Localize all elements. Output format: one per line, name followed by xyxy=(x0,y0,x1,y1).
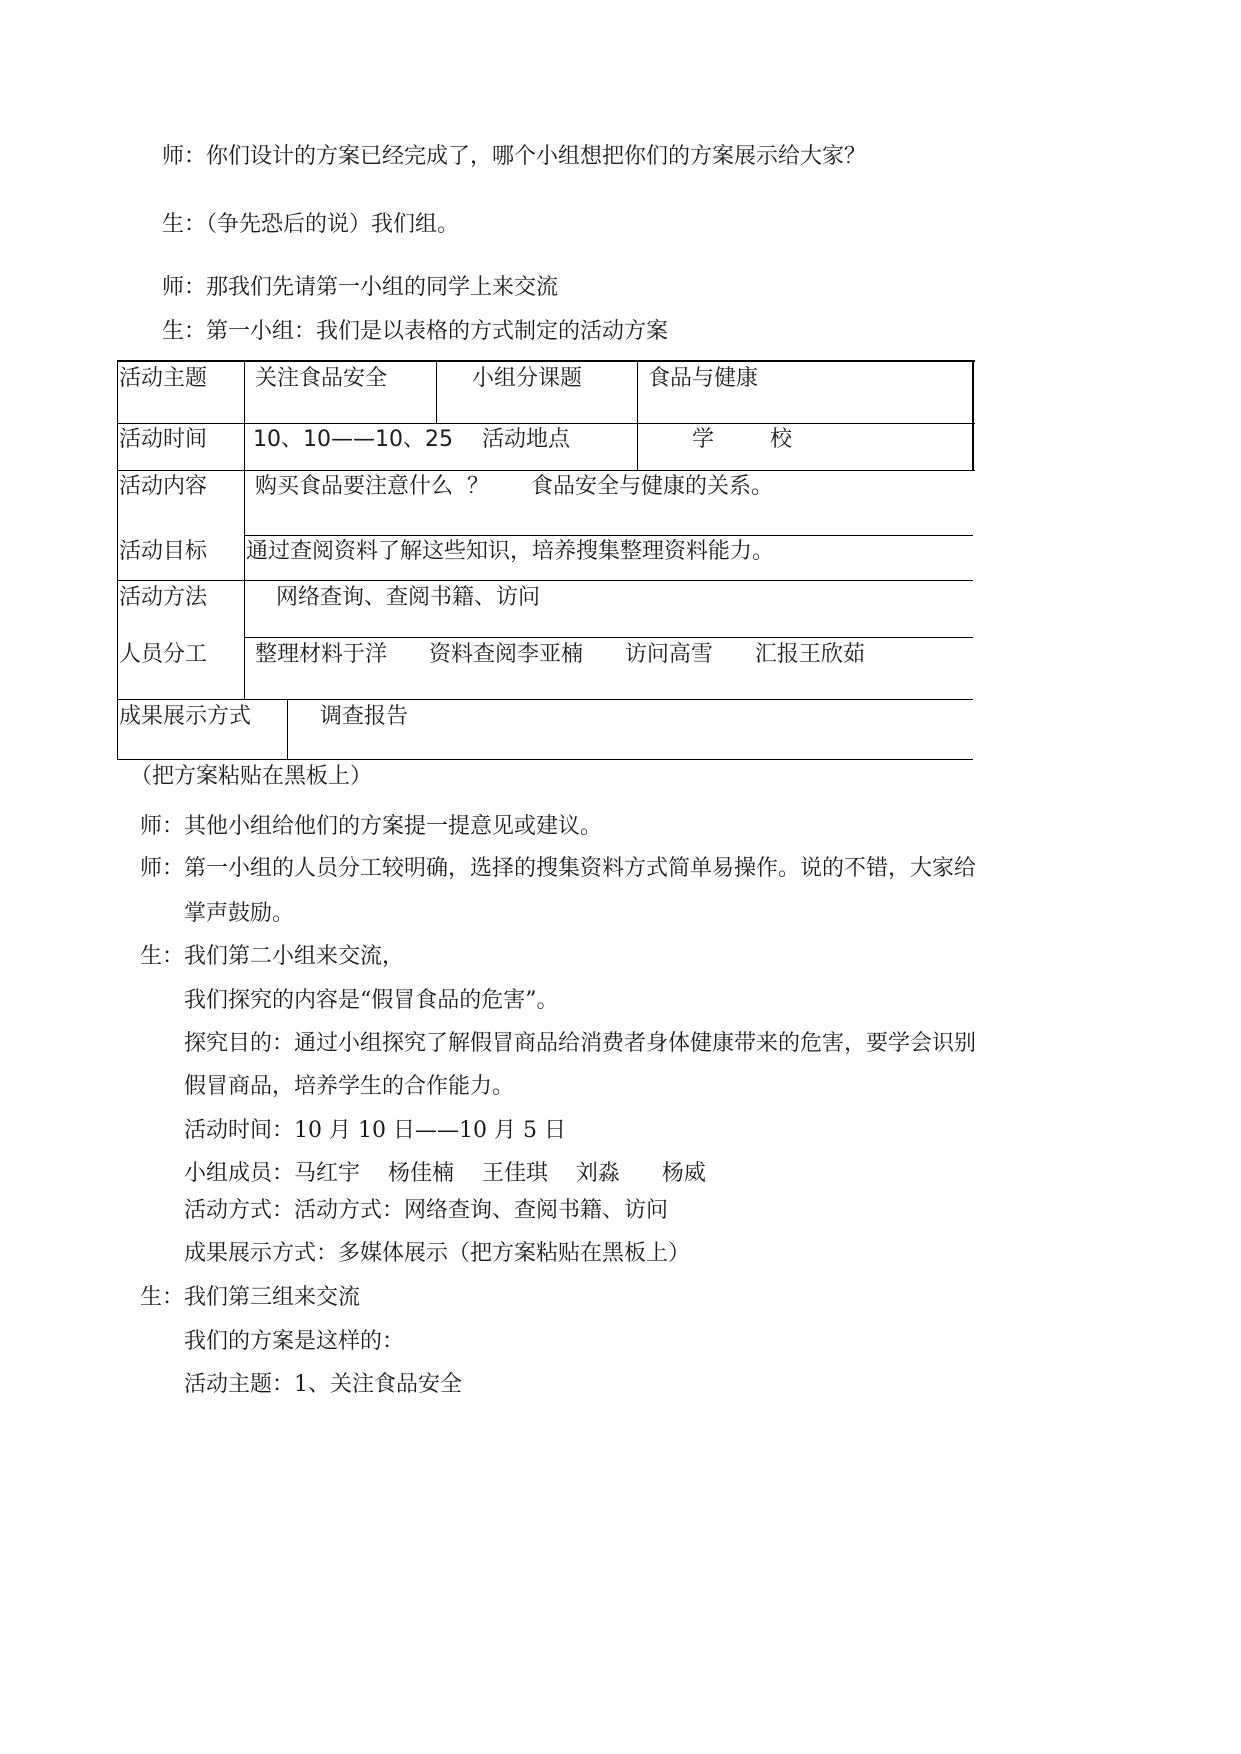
cell-result-value: 调查报告 xyxy=(320,704,409,729)
cell-time-label: 活动时间 xyxy=(119,427,208,452)
dialogue-text: 你们设计的方案已经完成了，哪个小组想把你们的方案展示给大家？ xyxy=(206,144,867,169)
cell-content-value: 购买食品要注意什么 ？ 食品安全与健康的关系。 xyxy=(255,474,773,499)
paste-note: （把方案粘贴在黑板上） xyxy=(130,764,373,789)
dialogue-line-5 xyxy=(140,812,602,842)
dialogue-text: （争先恐后的说）我们组。 xyxy=(206,212,460,237)
dialogue-text: 我们第二小组来交流， xyxy=(184,944,405,969)
table-rule xyxy=(117,759,973,760)
table-rule xyxy=(972,360,974,471)
dialogue-text: 我们第三组来交流 xyxy=(184,1285,361,1310)
cell-roles-value: 整理材料于洋 资料查阅李亚楠 访问高雪 汇报王欣茹 xyxy=(255,642,865,667)
cell-theme-value: 关注食品安全 xyxy=(255,366,388,391)
group2-goal: 探究目的：通过小组探究了解假冒商品给消费者身体健康带来的危害，要学会识别 xyxy=(184,1031,977,1056)
table-rule xyxy=(117,360,118,760)
table-rule xyxy=(244,360,245,700)
dialogue-line-3 xyxy=(162,273,558,303)
cell-roles-label: 人员分工 xyxy=(119,642,208,667)
cell-result-label: 成果展示方式 xyxy=(119,704,252,729)
group2-content: 我们探究的内容是“假冒食品的危害”。 xyxy=(184,988,559,1013)
speaker-label: 生： xyxy=(140,944,185,969)
group3-intro: 我们的方案是这样的： xyxy=(184,1329,405,1354)
speaker-label: 生： xyxy=(162,212,207,237)
speaker-label: 师： xyxy=(140,856,185,881)
dialogue-line-8 xyxy=(140,1283,360,1313)
speaker-label: 生： xyxy=(162,319,207,344)
cell-time-value: 10、10——10、25 xyxy=(253,427,453,452)
cell-method-value: 网络查询、查阅书籍、访问 xyxy=(276,585,541,610)
cell-content-label: 活动内容 xyxy=(119,474,208,499)
cell-place-label: 活动地点 xyxy=(482,427,571,452)
cell-goal-value: 通过查阅资料了解这些知识，培养搜集整理资料能力。 xyxy=(246,539,775,564)
cell-method-label: 活动方法 xyxy=(119,585,208,610)
dialogue-text: 那我们先请第一小组的同学上来交流 xyxy=(206,275,559,300)
dialogue-line-4 xyxy=(162,317,668,347)
table-rule xyxy=(436,360,437,424)
group2-result: 成果展示方式：多媒体展示（把方案粘贴在黑板上） xyxy=(184,1241,691,1266)
table-rule xyxy=(117,423,975,424)
group3-theme: 活动主题：1、关注食品安全 xyxy=(184,1372,462,1397)
table-rule xyxy=(244,637,973,638)
dialogue-text: 其他小组给他们的方案提一提意见或建议。 xyxy=(184,814,603,839)
table-rule xyxy=(117,470,975,471)
table-rule xyxy=(117,360,975,362)
speaker-label: 生： xyxy=(140,1285,185,1310)
group2-time: 活动时间：10 月 10 日——10 月 5 日 xyxy=(184,1118,566,1143)
dialogue-line-2 xyxy=(162,210,459,240)
table-rule xyxy=(117,580,973,581)
dialogue-line-6 xyxy=(140,854,976,884)
dialogue-line-6-cont: 掌声鼓励。 xyxy=(184,901,295,926)
group2-method: 活动方式：活动方式：网络查询、查阅书籍、访问 xyxy=(184,1198,669,1223)
group2-members: 小组成员：马红宇 杨佳楠 王佳琪 刘淼 杨威 xyxy=(184,1161,706,1186)
table-rule xyxy=(637,360,638,471)
cell-theme-label: 活动主题 xyxy=(119,366,208,391)
group2-goal-cont: 假冒商品，培养学生的合作能力。 xyxy=(184,1074,515,1099)
cell-goal-label: 活动目标 xyxy=(119,539,208,564)
dialogue-line-7 xyxy=(140,942,404,972)
cell-place-value: 学 校 xyxy=(692,427,792,452)
dialogue-line-1 xyxy=(162,142,866,172)
dialogue-text: 第一小组：我们是以表格的方式制定的活动方案 xyxy=(206,319,669,344)
table-rule xyxy=(117,699,973,700)
cell-subtopic-value: 食品与健康 xyxy=(648,366,759,391)
dialogue-text: 第一小组的人员分工较明确，选择的搜集资料方式简单易操作。说的不错，大家给 xyxy=(184,856,977,881)
speaker-label: 师： xyxy=(162,275,207,300)
speaker-label: 师： xyxy=(162,144,207,169)
table-rule xyxy=(287,699,288,760)
cell-subtopic-label: 小组分课题 xyxy=(472,366,583,391)
speaker-label: 师： xyxy=(140,814,185,839)
table-rule xyxy=(244,535,973,536)
